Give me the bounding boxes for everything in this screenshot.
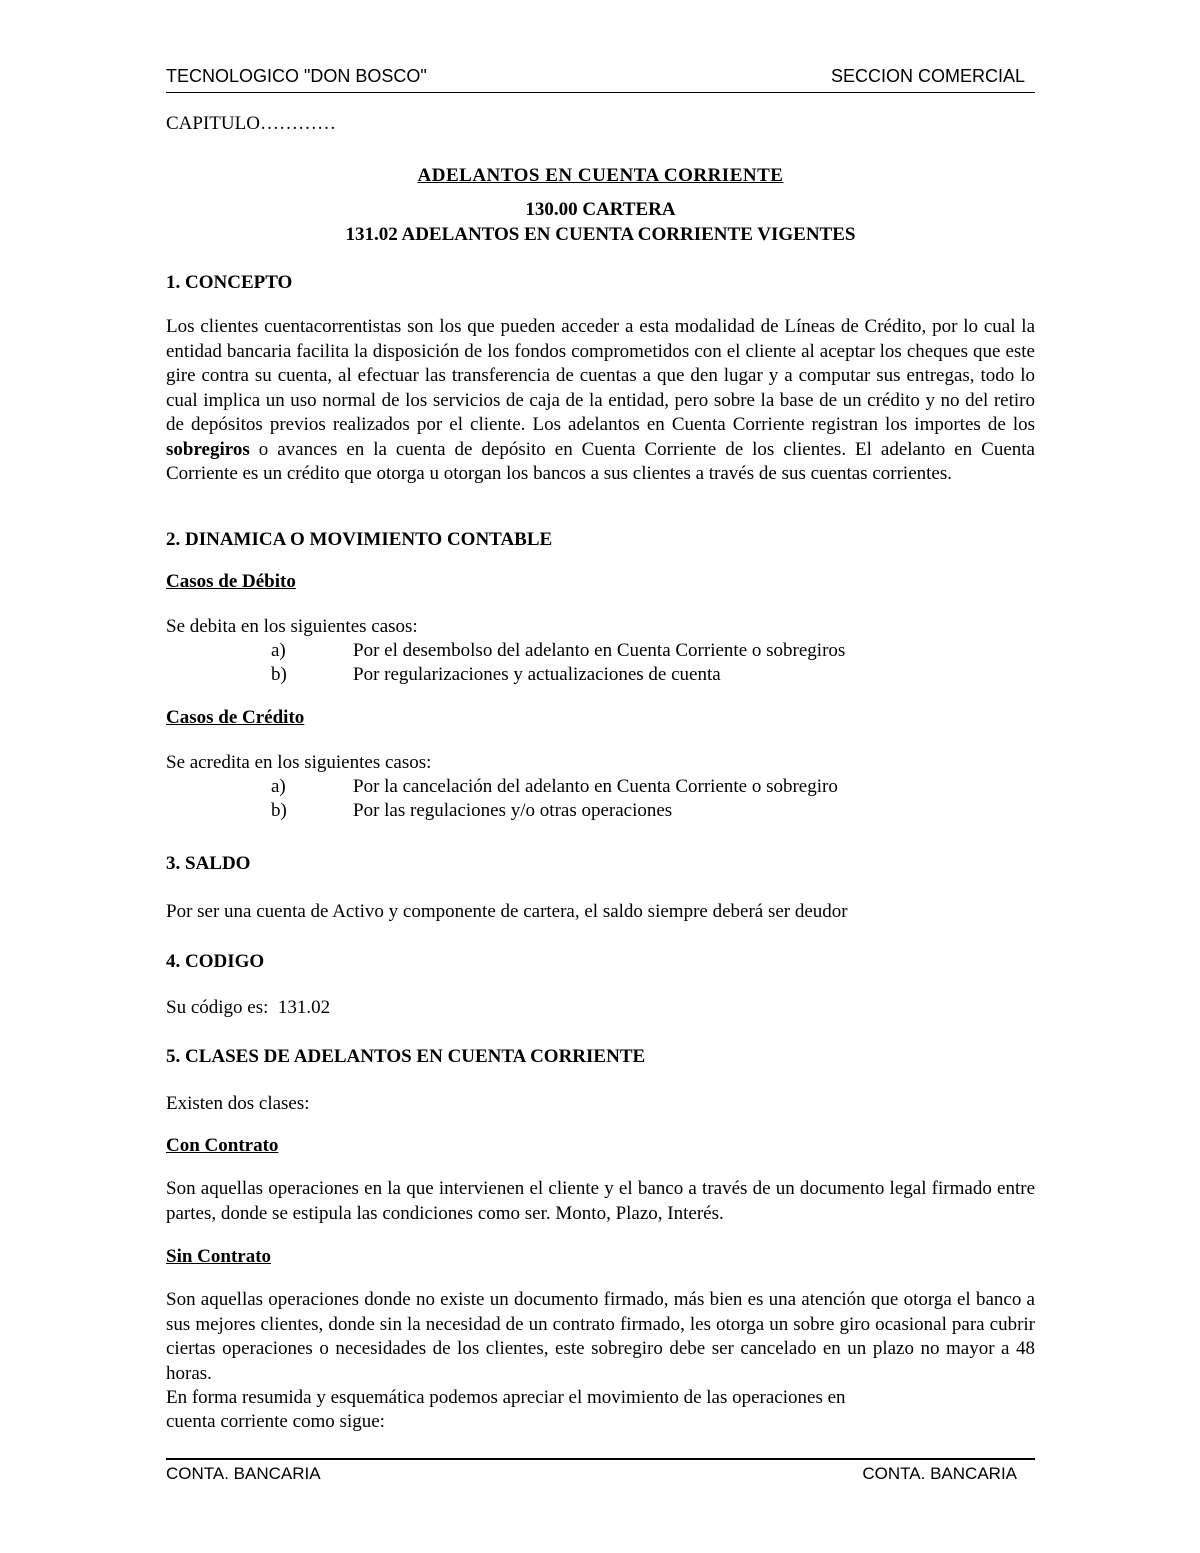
debito-intro: Se debita en los siguientes casos: xyxy=(166,616,418,637)
header-institution: TECNOLOGICO "DON BOSCO" xyxy=(166,66,427,86)
page-header xyxy=(166,66,1035,93)
list-item-text: Por la cancelación del adelanto en Cuenta Corriente o sobregiro xyxy=(353,776,838,797)
saldo-text: Por ser una cuenta de Activo y componente de cartera, el saldo siempre deberá ser deudor xyxy=(166,901,848,922)
codigo-text: Su código es: 131.02 xyxy=(166,997,331,1018)
section-heading-codigo: 4. CODIGO xyxy=(166,951,265,972)
concepto-paragraph xyxy=(166,315,1035,487)
credito-intro: Se acredita en los siguientes casos: xyxy=(166,752,432,773)
sin-contrato-paragraph: Son aquellas operaciones donde no existe un documento firmado, más bien es una atención que otorga el banco a sus mejores clientes, donde sin la necesidad de un contrato firmado, les otorga un sobre giro ocasional para cubrir ciertas operaciones o necesidades de los clientes, este sobregiro debe ser cancelado en un plazo no mayor a 48 horas. xyxy=(166,1289,1035,1384)
header-section: SECCION COMERCIAL xyxy=(830,66,1025,86)
list-item-label: b) xyxy=(271,664,287,685)
account-title: 131.02 ADELANTOS EN CUENTA CORRIENTE VIGENTES xyxy=(345,224,856,245)
subheading-sin-contrato: Sin Contrato xyxy=(166,1246,272,1267)
concepto-bold-word: sobregiros xyxy=(166,438,250,460)
footer-right-label: CONTA. BANCARIA xyxy=(862,1464,1017,1483)
list-item-text: Por regularizaciones y actualizaciones de cuenta xyxy=(353,664,721,685)
con-contrato-paragraph: Son aquellas operaciones en la que intervienen el cliente y el banco a través de un documento legal firmado entre partes, donde se estipula las condiciones como ser. Monto, Plazo, Interés. xyxy=(166,1178,1035,1224)
list-item-label: b) xyxy=(271,800,287,821)
closing-line-2: cuenta corriente como sigue: xyxy=(166,1411,385,1432)
account-group-title: 130.00 CARTERA xyxy=(525,199,676,220)
list-item-text: Por el desembolso del adelanto en Cuenta Corriente o sobregiros xyxy=(353,640,846,661)
section-heading-clases: 5. CLASES DE ADELANTOS EN CUENTA CORRIENTE xyxy=(166,1046,646,1067)
chapter-label: CAPITULO………… xyxy=(166,113,336,134)
closing-line-1: En forma resumida y esquemática podemos apreciar el movimiento de las operaciones en xyxy=(166,1387,846,1408)
list-item-label: a) xyxy=(271,776,286,797)
section-heading-concepto: 1. CONCEPTO xyxy=(166,272,293,293)
list-item-text: Por las regulaciones y/o otras operaciones xyxy=(353,800,673,821)
subheading-credito: Casos de Crédito xyxy=(166,707,305,728)
section-heading-dinamica: 2. DINAMICA O MOVIMIENTO CONTABLE xyxy=(166,529,553,550)
concepto-text-after: o avances en la cuenta de depósito en Cuenta Corriente de los clientes. El adelanto en Cuenta Corriente es un crédito que otorga u otorgan los bancos a sus clientes a través de sus cuentas corrientes. xyxy=(166,438,1035,484)
clases-intro: Existen dos clases: xyxy=(166,1093,310,1114)
footer-left-label: CONTA. BANCARIA xyxy=(166,1464,321,1483)
subheading-debito: Casos de Débito xyxy=(166,571,296,592)
section-heading-saldo: 3. SALDO xyxy=(166,853,251,874)
subheading-con-contrato: Con Contrato xyxy=(166,1135,279,1156)
page-footer xyxy=(166,1458,1035,1486)
list-item-label: a) xyxy=(271,640,286,661)
concepto-text-before: Los clientes cuentacorrentistas son los que pueden acceder a esta modalidad de Líneas de Crédito, por lo cual la entidad bancaria facilita la disposición de los fondos comprometidos con el cliente al aceptar los cheques que este gire contra su cuenta, al efectuar las transferencia de cuentas a que den lugar y a computar sus entregas, todo lo cual implica un uso normal de los servicios de caja de la entidad, pero sobre la base de un crédito y no del retiro de depósitos previos realizados por el cliente. Los adelantos en Cuenta Corriente registran los importes de los xyxy=(166,316,1035,435)
document-title: ADELANTOS EN CUENTA CORRIENTE xyxy=(417,165,784,186)
